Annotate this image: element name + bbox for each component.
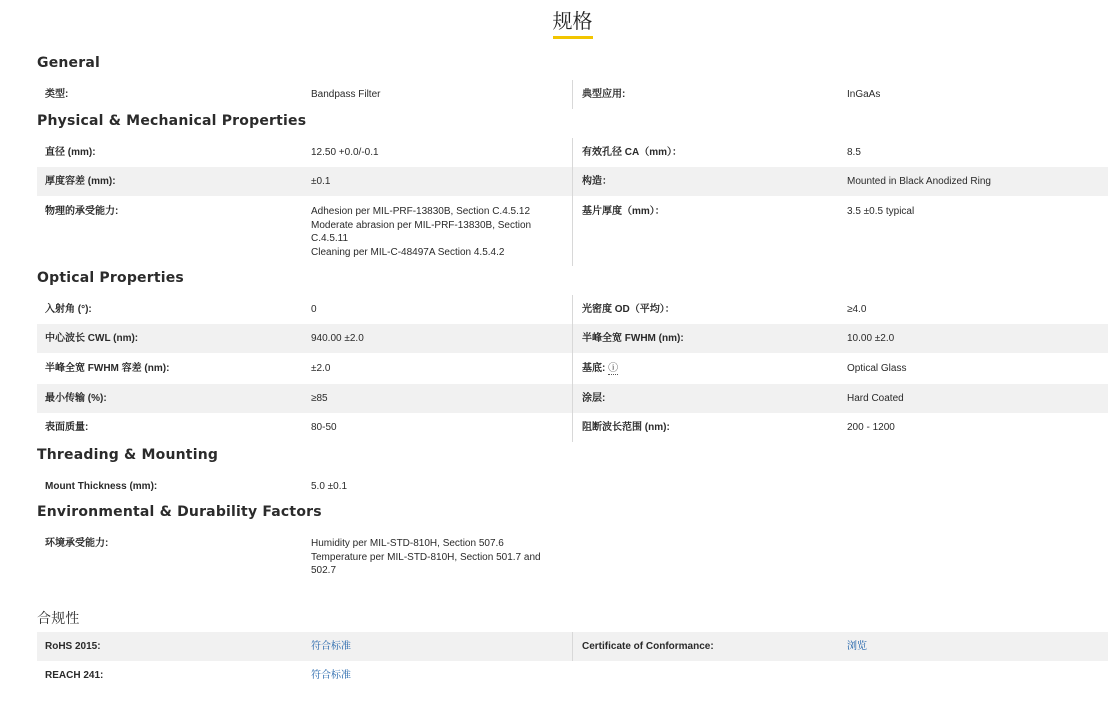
spec-value-multiline	[311, 205, 561, 259]
spec-row	[37, 295, 1108, 324]
spec-row	[37, 413, 1108, 442]
page-title: 规格	[553, 10, 593, 39]
spec-row	[37, 138, 1108, 167]
spec-label: 涂层:	[582, 393, 606, 404]
spec-label: 构造：	[582, 176, 612, 187]
section-heading-optical: Optical Properties	[37, 270, 184, 286]
spec-value: 8.5	[847, 147, 861, 158]
spec-value: 3.5 ±0.5 typical	[847, 206, 915, 217]
spec-label: Certificate of Conformance:	[582, 641, 714, 652]
spec-label: 物理的承受能力:	[45, 206, 119, 217]
rohs-compliant-link[interactable]: 符合标准	[311, 641, 351, 652]
spec-value: 5.0 ±0.1	[311, 481, 348, 492]
spec-row	[37, 324, 1108, 353]
spec-value: 10.00 ±2.0	[847, 333, 895, 344]
spec-value-line: Humidity per MIL-STD-810H, Section 507.6	[311, 538, 504, 549]
spec-row	[37, 472, 1108, 501]
spec-value: ±2.0	[311, 363, 331, 374]
spec-value: ±0.1	[311, 176, 331, 187]
info-circle-icon[interactable]: ⓘ	[608, 363, 619, 374]
section-heading-threading: Threading & Mounting	[37, 447, 219, 463]
page-title-wrap	[0, 10, 1120, 39]
spec-label: 厚度容差 (mm):	[45, 176, 116, 187]
spec-label: 最小传输 (%):	[45, 393, 107, 404]
spec-value: ≥85	[311, 393, 328, 404]
spec-value: Hard Coated	[847, 393, 904, 404]
spec-value-line: Temperature per MIL-STD-810H, Section 501.7 and 502.7	[311, 551, 541, 576]
spec-row	[37, 529, 1108, 584]
spec-value: 0	[311, 304, 317, 315]
spec-value-line: Moderate abrasion per MIL-PRF-13830B, Section C.4.5.11	[311, 219, 532, 244]
spec-label: 阻断波长范围 (nm):	[582, 422, 670, 433]
spec-row	[37, 384, 1108, 413]
spec-value: ≥4.0	[847, 304, 867, 315]
section-heading-general: General	[37, 55, 100, 71]
spec-value: InGaAs	[847, 89, 881, 100]
spec-value-multiline	[311, 537, 561, 578]
spec-value: Bandpass Filter	[311, 89, 381, 100]
spec-row	[37, 196, 1108, 266]
spec-label: 半峰全宽 FWHM 容差 (nm):	[45, 363, 170, 374]
spec-label: 类型:	[45, 89, 69, 100]
spec-label: 表面质量:	[45, 422, 89, 433]
reach-compliant-link[interactable]: 符合标准	[311, 670, 351, 681]
spec-label-with-info	[582, 362, 842, 376]
spec-label: 基底:	[582, 363, 606, 374]
certificate-view-link[interactable]: 浏览	[847, 641, 867, 652]
spec-value: 200 - 1200	[847, 422, 895, 433]
spec-label: 基片厚度（mm）：	[582, 206, 665, 217]
section-heading-physical: Physical & Mechanical Properties	[37, 113, 307, 129]
spec-value: 80-50	[311, 422, 337, 433]
spec-value-line: Adhesion per MIL-PRF-13830B, Section C.4.5.12	[311, 206, 531, 217]
spec-label: 典型应用:	[582, 89, 626, 100]
spec-label: RoHS 2015:	[45, 641, 101, 652]
spec-label: REACH 241:	[45, 670, 104, 681]
section-heading-compliance: 合规性	[37, 611, 80, 627]
spec-label: Mount Thickness (mm):	[45, 481, 158, 492]
spec-value: 940.00 ±2.0	[311, 333, 364, 344]
spec-row	[37, 353, 1108, 384]
spec-label: 入射角 (°):	[45, 304, 92, 315]
spec-value-line: Cleaning per MIL-C-48497A Section 4.5.4.2	[311, 246, 505, 258]
spec-value: Mounted in Black Anodized Ring	[847, 176, 991, 187]
spec-label: 半峰全宽 FWHM (nm):	[582, 333, 684, 344]
spec-row	[37, 632, 1108, 661]
spec-row	[37, 167, 1108, 196]
spec-label: 直径 (mm):	[45, 147, 96, 158]
spec-row	[37, 661, 1108, 690]
spec-row	[37, 80, 1108, 109]
section-heading-environmental: Environmental & Durability Factors	[37, 504, 322, 520]
spec-label: 中心波长 CWL (nm):	[45, 333, 139, 344]
spec-value: 12.50 +0.0/-0.1	[311, 147, 379, 158]
spec-label: 光密度 OD（平均）：	[582, 304, 675, 315]
spec-value: Optical Glass	[847, 363, 907, 374]
spec-label: 有效孔径 CA（mm）：	[582, 147, 683, 158]
spec-label: 环境承受能力:	[45, 538, 109, 549]
